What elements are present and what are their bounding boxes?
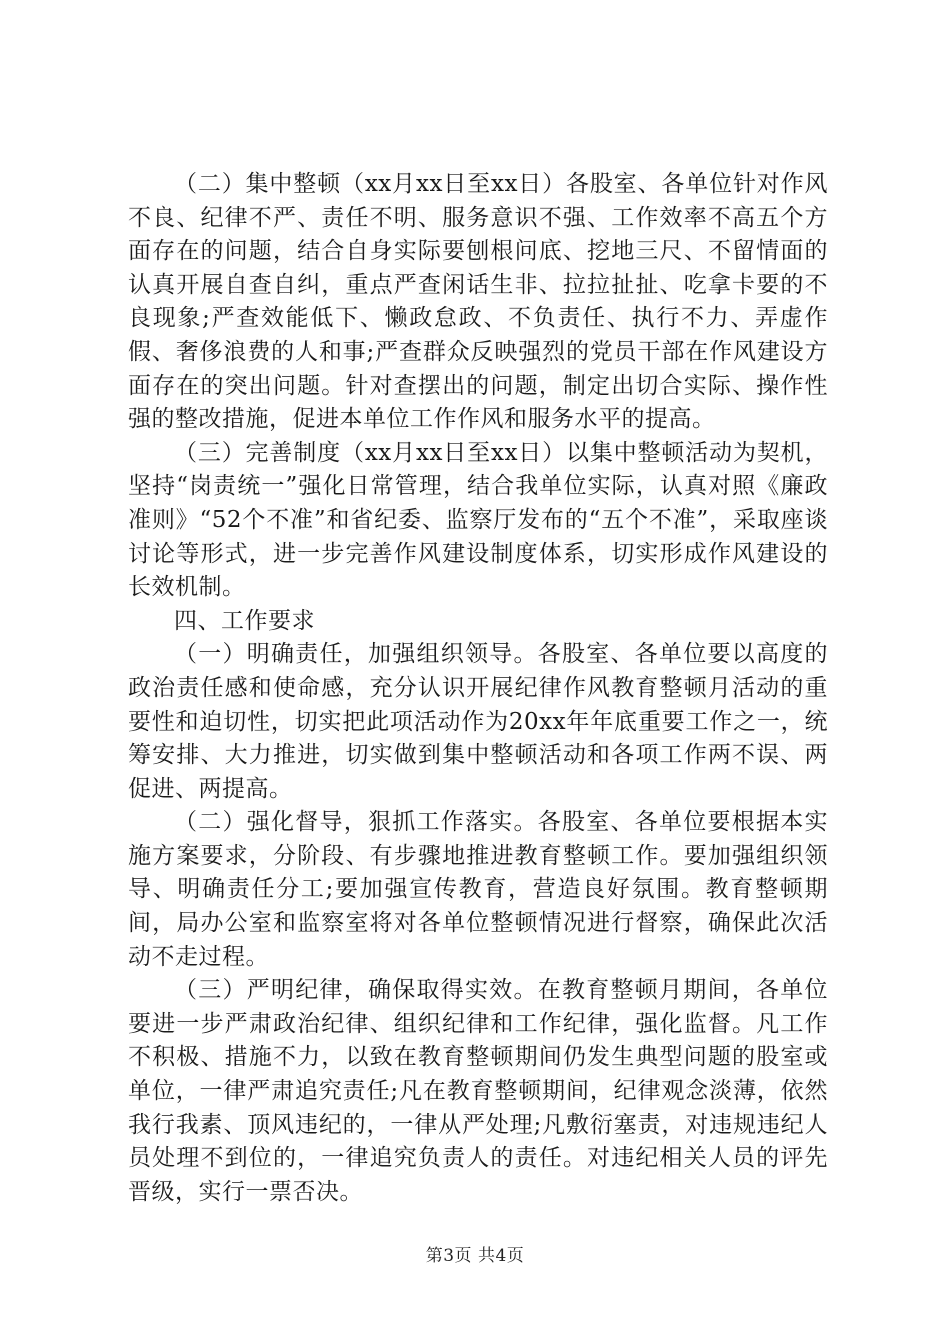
paragraph-strengthen-supervision: （二）强化督导，狠抓工作落实。各股室、各单位要根据本实施方案要求，分阶段、有步骤地推进教育整顿工作。要加强组织领导、明确责任分工;要加强宣传教育，营造良好氛围。教育整顿期间，局办公室和监察室将对各单位整顿情况进行督察，确保此次活动不走过程。: [128, 809, 828, 970]
paragraph-improve-system: （三）完善制度（xx月xx日至xx日）以集中整顿活动为契机，坚持“岗责统一”强化日常管理，结合我单位实际，认真对照《廉政准则》“52个不准”和省纪委、监察厅发布的“五个不准”，采取座谈讨论等形式，进一步完善作风建设制度体系，切实形成作风建设的长效机制。: [128, 439, 828, 601]
document-body: [128, 168, 828, 1209]
paragraph-centralized-rectification: （二）集中整顿（xx月xx日至xx日）各股室、各单位针对作风不良、纪律不严、责任不明、服务意识不强、工作效率不高五个方面存在的问题，结合自身实际要刨根问底、挖地三尺、不留情面的认真开展自查自纠，重点严查闲话生非、拉拉扯扯、吃拿卡要的不良现象;严查效能低下、懒政怠政、不负责任、执行不力、弄虚作假、奢侈浪费的人和事;严查群众反映强烈的党员干部在作风建设方面存在的突出问题。针对查摆出的问题，制定出切合实际、操作性强的整改措施，促进本单位工作作风和服务水平的提高。: [128, 171, 828, 433]
paragraph-strict-discipline: （三）严明纪律，确保取得实效。在教育整顿月期间，各单位要进一步严肃政治纪律、组织纪律和工作纪律，强化监督。凡工作不积极、措施不力，以致在教育整顿期间仍发生典型问题的股室或单位，一律严肃追究责任;凡在教育整顿期间，纪律观念淡薄，依然我行我素、顶风违纪的，一律从严处理;凡敷衍塞责，对违规违纪人员处理不到位的，一律追究负责人的责任。对违纪相关人员的评先晋级，实行一票否决。: [128, 977, 828, 1205]
page-number-footer: 第3页 共4页: [425, 1246, 525, 1266]
paragraph-clarify-responsibility: （一）明确责任，加强组织领导。各股室、各单位要以高度的政治责任感和使命感，充分认识开展纪律作风教育整顿月活动的重要性和迫切性，切实把此项活动作为20xx年年底重要工作之一，统筹安排、大力推进，切实做到集中整顿活动和各项工作两不误、两促进、两提高。: [128, 641, 828, 802]
section-heading-work-requirements: 四、工作要求: [174, 607, 315, 634]
